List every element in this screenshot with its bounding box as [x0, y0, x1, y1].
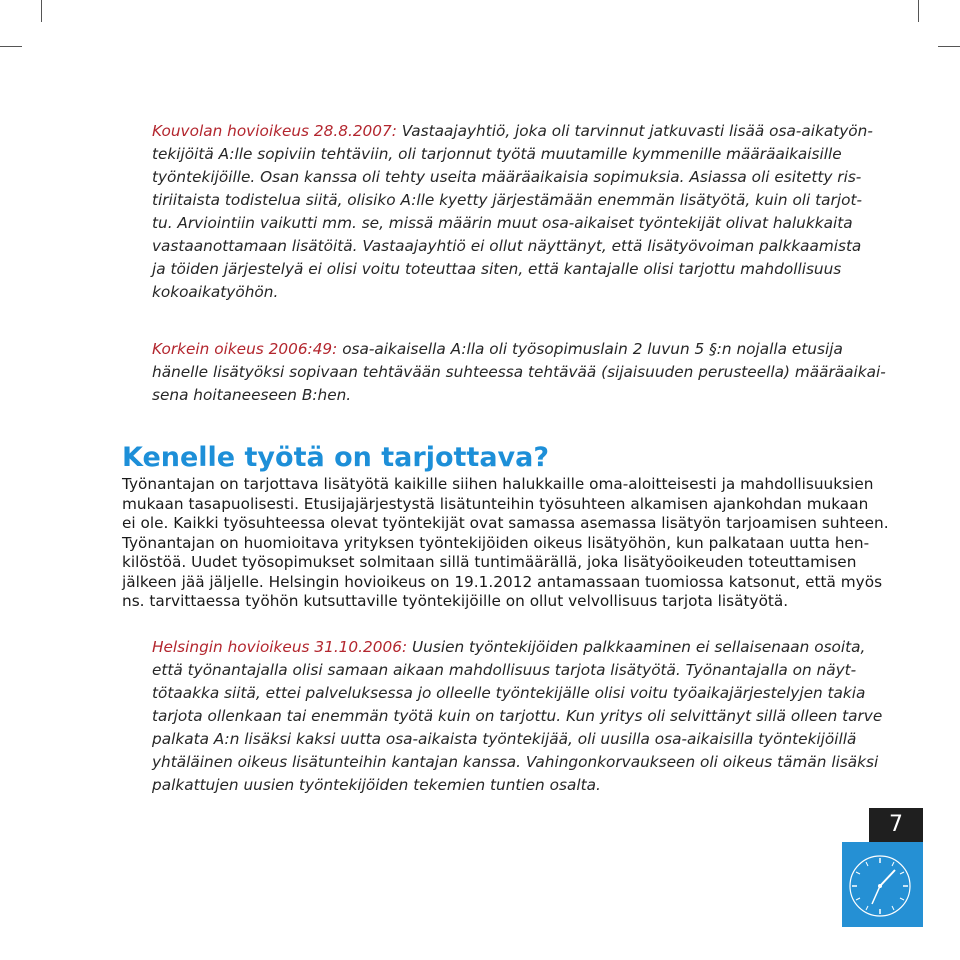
case-reference: Kouvolan hovioikeus 28.8.2007: — [152, 122, 397, 140]
crop-mark — [41, 0, 42, 22]
paragraph-line: kokoaikatyöhön. — [152, 283, 279, 301]
paragraph-line: tarjota ollenkaan tai enemmän työtä kuin on tarjottu. Kun yritys oli selvittänyt sillä olleen tarve — [152, 707, 883, 725]
paragraph-line: ja töiden järjestelyä ei olisi voitu toteuttaa siten, että kantajalle olisi tarjottu mahdollisuus — [152, 260, 842, 278]
section-heading: Kenelle työtä on tarjottava? — [122, 442, 550, 473]
body-paragraph — [122, 475, 889, 612]
body-line: jälkeen jää jäljelle. Helsingin hovioikeus on 19.1.2012 antamassaan tuomiossa katsonut, että myös — [122, 572, 883, 591]
body-line: ei ole. Kaikki työsuhteessa olevat työntekijät ovat samassa asemassa lisätyön tarjoamisen suhteen. — [122, 514, 889, 532]
case-reference: Helsingin hovioikeus 31.10.2006: — [152, 638, 408, 656]
paragraph-line: sena hoitaneeseen B:hen. — [152, 386, 352, 404]
body-line: Työnantajan on tarjottava lisätyötä kaikille siihen halukkaille oma-aloitteisesti ja mahdollisuuksien — [122, 475, 874, 493]
crop-mark — [938, 46, 960, 47]
crop-mark — [0, 46, 22, 47]
case-helsinki-paragraph — [152, 636, 882, 797]
paragraph-line: tu. Arviointiin vaikutti mm. se, missä määrin muut osa-aikaiset työntekijät olivat halukkaita — [152, 214, 853, 232]
crop-mark — [918, 0, 919, 22]
body-line: ns. tarvittaessa työhön kutsuttaville työntekijöille on ollut velvollisuus tarjota lisätyötä. — [122, 592, 789, 610]
paragraph-line: tötaakka siitä, ettei palveluksessa jo olleelle työntekijälle olisi voitu työaikajärjestelyjen takia — [152, 684, 866, 702]
paragraph-line: palkattujen uusien työntekijöiden tekemien tuntien osalta. — [152, 776, 601, 794]
case-supreme-court-paragraph — [152, 338, 886, 407]
paragraph-line: Korkein oikeus 2006:49: osa-aikaisella A:lla oli työsopimuslain 2 luvun 5 §:n nojalla etusija — [152, 340, 843, 358]
paragraph-line: vastaanottamaan lisätöitä. Vastaajayhtiö ei ollut näyttänyt, että lisätyövoiman palkkaamista — [152, 237, 862, 255]
paragraph-line: työntekijöille. Osan kanssa oli tehty useita määräaikaisia sopimuksia. Asiassa oli esitetty ris- — [152, 168, 862, 186]
case-kouvola-paragraph — [152, 120, 873, 304]
page-number: 7 — [869, 808, 923, 842]
body-line: mukaan tasapuolisesti. Etusijajärjestystä lisätunteihin työsuhteen alkamisen ajankohdan mukaan — [122, 494, 869, 513]
paragraph-line: tekijöitä A:lle sopiviin tehtäviin, oli tarjonnut työtä muutamille kymmenille määräaikaisille — [152, 145, 842, 163]
paragraph-line: tiriitaista todistelua siitä, olisiko A:lle kyetty järjestämään enemmän lisätyötä, kuin oli tarjot- — [152, 191, 862, 209]
paragraph-line: yhtäläinen oikeus lisätunteihin kantajan kanssa. Vahingonkorvaukseen oli oikeus tämän lisäksi — [152, 753, 879, 771]
paragraph-line: Kouvolan hovioikeus 28.8.2007: Vastaajayhtiö, joka oli tarvinnut jatkuvasti lisää osa-aikatyön- — [152, 122, 873, 140]
paragraph-line: että työnantajalla olisi samaan aikaan mahdollisuus tarjota lisätyötä. Työnantajalla on näyt- — [152, 661, 857, 679]
case-reference: Korkein oikeus 2006:49: — [152, 340, 338, 358]
clock-icon — [842, 842, 923, 927]
paragraph-line: hänelle lisätyöksi sopivaan tehtävään suhteessa tehtävää (sijaisuuden perusteella) määräaikai- — [152, 363, 886, 381]
body-line: kilöstöä. Uudet työsopimukset solmitaan sillä tuntimäärällä, joka lisätyöoikeuden toteuttamisen — [122, 553, 857, 571]
paragraph-line: palkata A:n lisäksi kaksi uutta osa-aikaista työntekijää, oli uusilla osa-aikaisilla työntekijöillä — [152, 730, 857, 748]
paragraph-line: Helsingin hovioikeus 31.10.2006: Uusien työntekijöiden palkkaaminen ei sellaisenaan osoita, — [152, 638, 866, 656]
body-line: Työnantajan on huomioitava yrityksen työntekijöiden oikeus lisätyöhön, kun palkataan uutta hen- — [122, 533, 870, 552]
